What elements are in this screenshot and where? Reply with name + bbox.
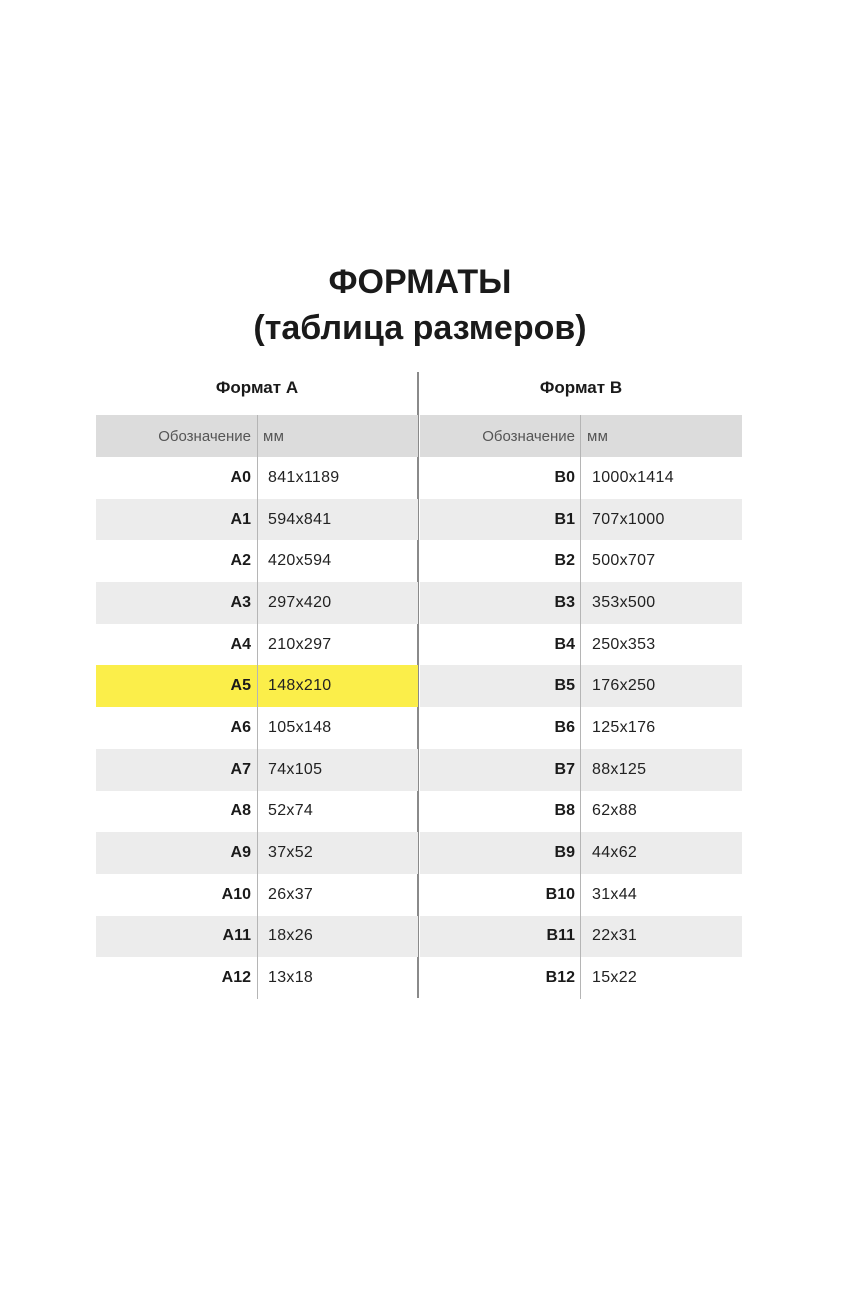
- format-code: В5: [554, 677, 575, 695]
- format-code: В2: [554, 552, 575, 570]
- table-row: [420, 582, 742, 624]
- format-code: В0: [554, 468, 575, 486]
- format-code: В8: [554, 802, 575, 820]
- format-code: В9: [554, 844, 575, 862]
- header-size: мм: [587, 427, 609, 445]
- format-size: 62x88: [592, 802, 638, 820]
- format-code: А9: [230, 844, 251, 862]
- format-code: А11: [222, 927, 251, 945]
- table-row: [420, 624, 742, 666]
- format-code: А0: [230, 468, 251, 486]
- format-code: А1: [230, 510, 251, 528]
- format-size: 44x62: [592, 844, 638, 862]
- format-size: 88x125: [592, 760, 647, 778]
- format-size: 105x148: [268, 718, 332, 736]
- table-row: [420, 957, 742, 999]
- format-size: 210x297: [268, 635, 332, 653]
- format-size: 841x1189: [268, 468, 340, 486]
- format-size: 26x37: [268, 885, 314, 903]
- format-size: 18x26: [268, 927, 314, 945]
- format-size: 707x1000: [592, 510, 665, 528]
- format-code: А8: [230, 802, 251, 820]
- table-row: [420, 791, 742, 833]
- format-b-table: [420, 370, 742, 999]
- table-header-row: [420, 415, 742, 457]
- table-row: [420, 707, 742, 749]
- format-size: 15x22: [592, 969, 638, 987]
- format-size: 500x707: [592, 552, 656, 570]
- column-separator: [257, 415, 258, 999]
- format-code: А6: [230, 718, 251, 736]
- page-subtitle: (таблица размеров): [253, 309, 587, 347]
- column-separator: [580, 415, 581, 999]
- format-size: 13x18: [268, 969, 314, 987]
- table-row: [420, 540, 742, 582]
- format-size: 176x250: [592, 677, 656, 695]
- table-row: [420, 916, 742, 958]
- page-title: ФОРМАТЫ: [328, 263, 512, 301]
- format-size: 420x594: [268, 552, 332, 570]
- format-code: А10: [221, 885, 251, 903]
- format-size: 250x353: [592, 635, 656, 653]
- header-size: мм: [263, 427, 285, 445]
- table-row: [420, 665, 742, 707]
- format-code: В11: [546, 927, 575, 945]
- format-code: В4: [554, 635, 575, 653]
- format-size: 31x44: [592, 885, 638, 903]
- format-a-title: Формат А: [215, 378, 299, 397]
- format-size: 125x176: [592, 718, 656, 736]
- table-row: [420, 832, 742, 874]
- table-row: [420, 749, 742, 791]
- table-row: [420, 874, 742, 916]
- header-code: Обозначение: [158, 427, 251, 445]
- format-code: В7: [554, 760, 575, 778]
- format-code: А2: [230, 552, 251, 570]
- format-size: 148x210: [268, 677, 332, 695]
- format-code: А7: [230, 760, 251, 778]
- format-b-title: Формат В: [539, 378, 623, 397]
- format-size: 37x52: [268, 844, 314, 862]
- format-code: В1: [554, 510, 575, 528]
- format-size: 1000x1414: [592, 468, 674, 486]
- format-code: А12: [221, 969, 251, 987]
- format-code: В6: [554, 718, 575, 736]
- format-code: А3: [230, 593, 251, 611]
- format-size: 594x841: [268, 510, 332, 528]
- format-code: В3: [554, 593, 575, 611]
- format-size: 74x105: [268, 760, 323, 778]
- format-code: В12: [545, 969, 575, 987]
- format-size: 52x74: [268, 802, 314, 820]
- format-code: А4: [230, 635, 251, 653]
- format-size: 22x31: [592, 927, 638, 945]
- format-size: 353x500: [592, 593, 656, 611]
- table-row: [420, 457, 742, 499]
- format-code: А5: [230, 677, 251, 695]
- format-size: 297x420: [268, 593, 332, 611]
- format-code: В10: [545, 885, 575, 903]
- header-code: Обозначение: [482, 427, 575, 445]
- table-row: [420, 499, 742, 541]
